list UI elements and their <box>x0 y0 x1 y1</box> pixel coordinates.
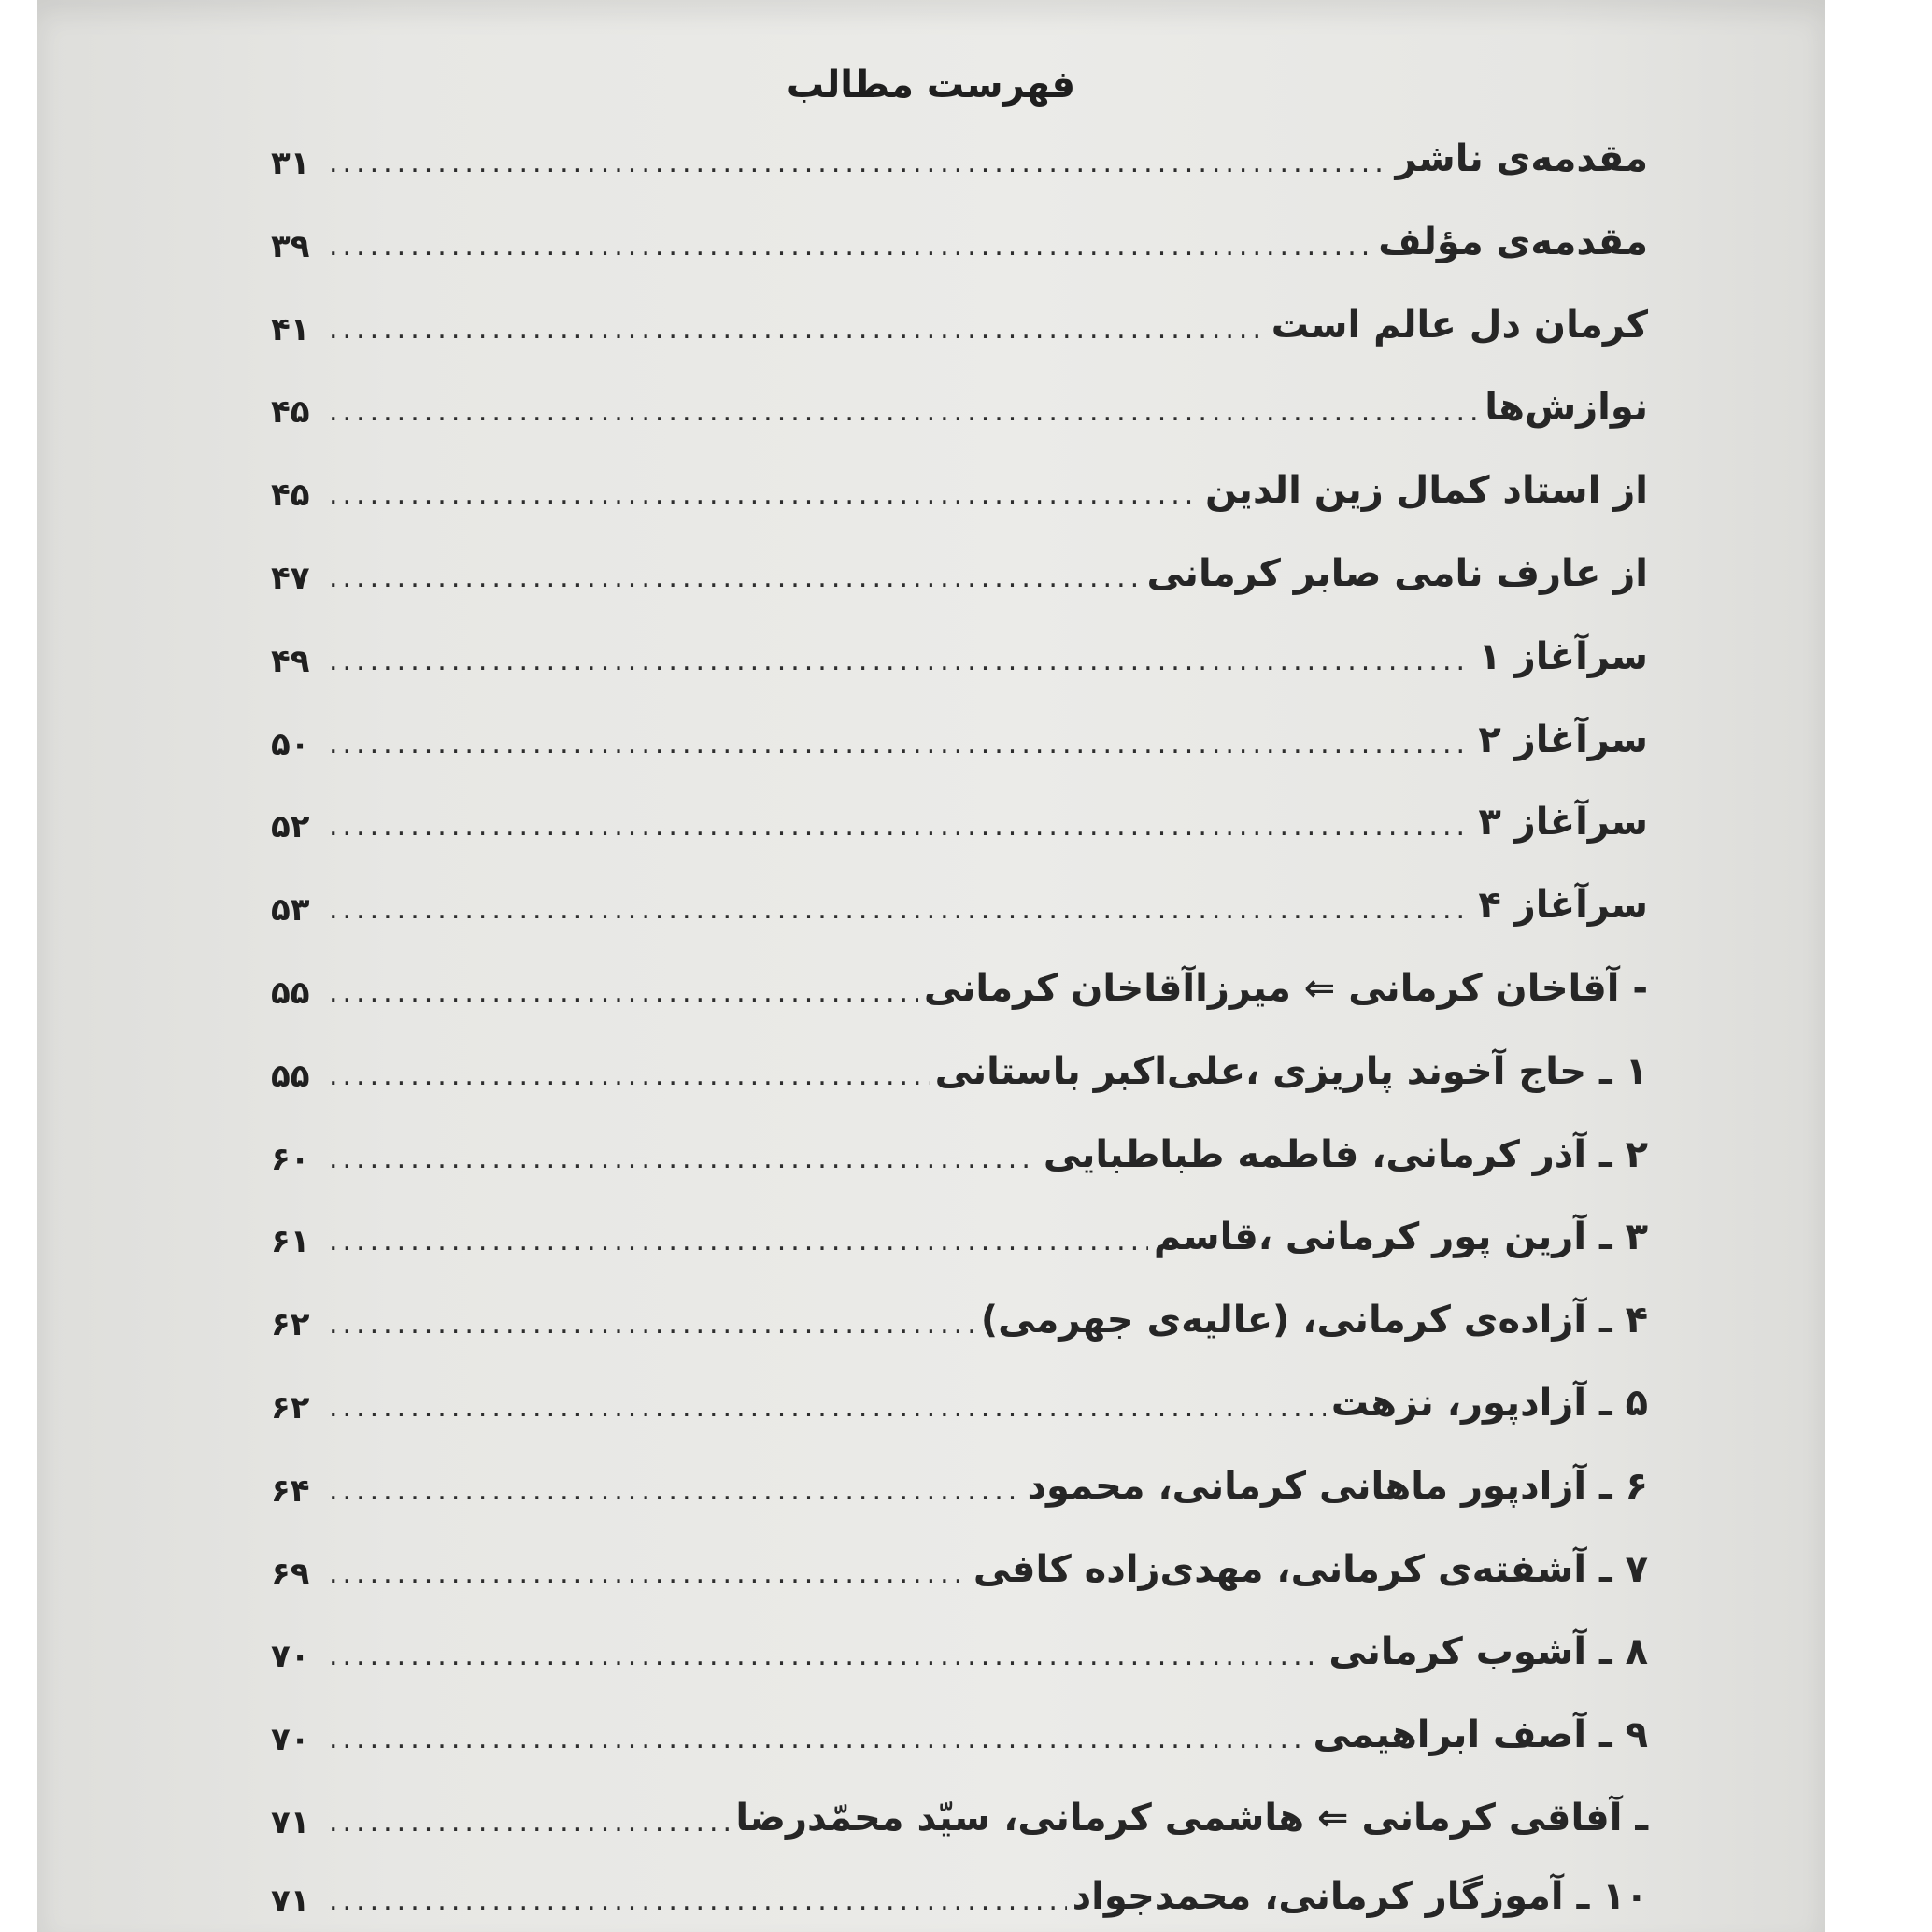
dot-leader <box>329 555 1141 602</box>
toc-entry-title: سرآغاز ۳ <box>1478 801 1648 844</box>
toc-entry-page: ۷۰ <box>271 1721 310 1758</box>
dot-leader <box>329 1468 1022 1514</box>
toc-entry-title: ۳ ـ آرین پور کرمانی ،قاسم <box>1153 1215 1648 1258</box>
toc-entry-title: مقدمه‌ی مؤلف <box>1378 220 1648 263</box>
toc-entry-title: ۶ ـ آزادپور ماهانی کرمانی، محمود <box>1027 1465 1648 1508</box>
table-of-contents <box>37 0 1825 1932</box>
toc-entry <box>271 546 1648 602</box>
dot-leader <box>329 306 1266 353</box>
toc-entry <box>271 1127 1648 1183</box>
toc-entry <box>271 1707 1648 1763</box>
dot-leader <box>329 140 1389 187</box>
toc-entry <box>271 1868 1648 1925</box>
toc-entry-title: ۴ ـ آزاده‌ی کرمانی، (عالیه‌ی جهرمی) <box>980 1299 1648 1342</box>
toc-entry-title: نوازش‌ها <box>1485 386 1648 429</box>
toc-entry-title: سرآغاز ۴ <box>1478 884 1648 927</box>
dot-leader <box>329 1878 1067 1925</box>
dot-leader <box>329 638 1472 685</box>
toc-entry <box>271 297 1648 353</box>
toc-entry <box>271 1044 1648 1100</box>
toc-entry-title: ۲ ـ آذر کرمانی، فاطمه طباطبایی <box>1043 1133 1648 1176</box>
toc-entry <box>271 131 1648 187</box>
toc-entry <box>271 1790 1648 1846</box>
toc-entry-page: ۵۵ <box>271 1058 310 1095</box>
dot-leader <box>329 1633 1323 1680</box>
dot-leader <box>329 223 1372 270</box>
toc-entry-title: ۱ ـ حاج آخوند پاریزی ،علی‌اکبر باستانی <box>934 1050 1648 1093</box>
toc-entry <box>271 960 1648 1016</box>
toc-entry-page: ۶۹ <box>271 1556 310 1593</box>
dot-leader <box>329 1716 1307 1763</box>
toc-entry <box>271 1541 1648 1598</box>
toc-entry-page: ۴۱ <box>271 311 310 348</box>
toc-entry <box>271 1209 1648 1265</box>
dot-leader <box>329 721 1472 768</box>
dot-leader <box>329 1136 1038 1183</box>
book-page <box>37 0 1825 1932</box>
toc-entry-page: ۷۱ <box>271 1882 310 1920</box>
toc-entry <box>271 1624 1648 1680</box>
toc-entry <box>271 379 1648 435</box>
toc-entry-page: ۶۱ <box>271 1223 310 1260</box>
toc-entry-page: ۶۰ <box>271 1141 310 1178</box>
toc-entry <box>271 629 1648 685</box>
dot-leader <box>329 1053 930 1100</box>
toc-entry <box>271 214 1648 270</box>
toc-entry <box>271 1375 1648 1431</box>
toc-entry-page: ۴۵ <box>271 476 310 514</box>
toc-entry-title: از عارف نامی صابر کرمانی <box>1146 552 1648 595</box>
toc-entry-title: از استاد کمال زین الدین <box>1204 469 1648 512</box>
toc-entry <box>271 1292 1648 1348</box>
page-title: فهرست مطالب <box>786 64 1076 107</box>
toc-entry-page: ۵۲ <box>271 808 310 845</box>
toc-entry-page: ۴۹ <box>271 643 310 680</box>
toc-entry-title: ۱۰ ـ آموزگار کرمانی، محمدجواد <box>1072 1875 1648 1918</box>
toc-entry <box>271 794 1648 850</box>
toc-entry-title: ـ آفاقی کرمانی ⇐ هاشمی کرمانی، سیّد محمّدرضا <box>735 1797 1648 1840</box>
toc-entry-page: ۶۲ <box>271 1389 310 1427</box>
toc-entry-title: سرآغاز ۲ <box>1478 718 1648 761</box>
toc-entry <box>271 1458 1648 1514</box>
toc-entry-page: ۷۱ <box>271 1804 310 1841</box>
toc-entry <box>271 877 1648 933</box>
dot-leader <box>329 1551 968 1598</box>
toc-entry-page: ۵۵ <box>271 974 310 1012</box>
toc-entry-title: - آقاخان کرمانی ⇐ میرزاآقاخان کرمانی <box>923 967 1648 1010</box>
toc-entry-page: ۴۵ <box>271 393 310 431</box>
toc-entry-title: مقدمه‌ی ناشر <box>1395 137 1648 180</box>
toc-entry-page: ۵۳ <box>271 891 310 929</box>
toc-entry-page: ۶۲ <box>271 1306 310 1343</box>
toc-entry <box>271 462 1648 519</box>
toc-entry-title: کرمان دل عالم است <box>1271 304 1648 347</box>
toc-entry <box>271 712 1648 768</box>
toc-entry-page: ۶۴ <box>271 1472 310 1510</box>
dot-leader <box>329 887 1472 933</box>
toc-entry-title: ۹ ـ آصف ابراهیمی <box>1313 1713 1648 1756</box>
dot-leader <box>329 472 1200 519</box>
dot-leader <box>329 1218 1148 1265</box>
dot-leader <box>329 389 1479 435</box>
toc-entry-page: ۷۰ <box>271 1638 310 1675</box>
dot-leader <box>329 803 1472 850</box>
toc-entry-title: ۵ ـ آزادپور، نزهت <box>1330 1382 1648 1425</box>
toc-entry-title: ۸ ـ آشوب کرمانی <box>1328 1630 1648 1673</box>
toc-entry-page: ۵۰ <box>271 726 310 763</box>
dot-leader <box>329 970 918 1016</box>
toc-entry-page: ۳۱ <box>271 145 310 182</box>
toc-entry-page: ۴۷ <box>271 560 310 597</box>
toc-entry-page: ۳۹ <box>271 228 310 265</box>
toc-entry-title: سرآغاز ۱ <box>1478 635 1648 678</box>
dot-leader <box>329 1385 1326 1431</box>
toc-entry-title: ۷ ـ آشفته‌ی کرمانی، مهدی‌زاده کافی <box>973 1548 1648 1591</box>
dot-leader <box>329 1301 975 1348</box>
dot-leader <box>329 1799 730 1846</box>
